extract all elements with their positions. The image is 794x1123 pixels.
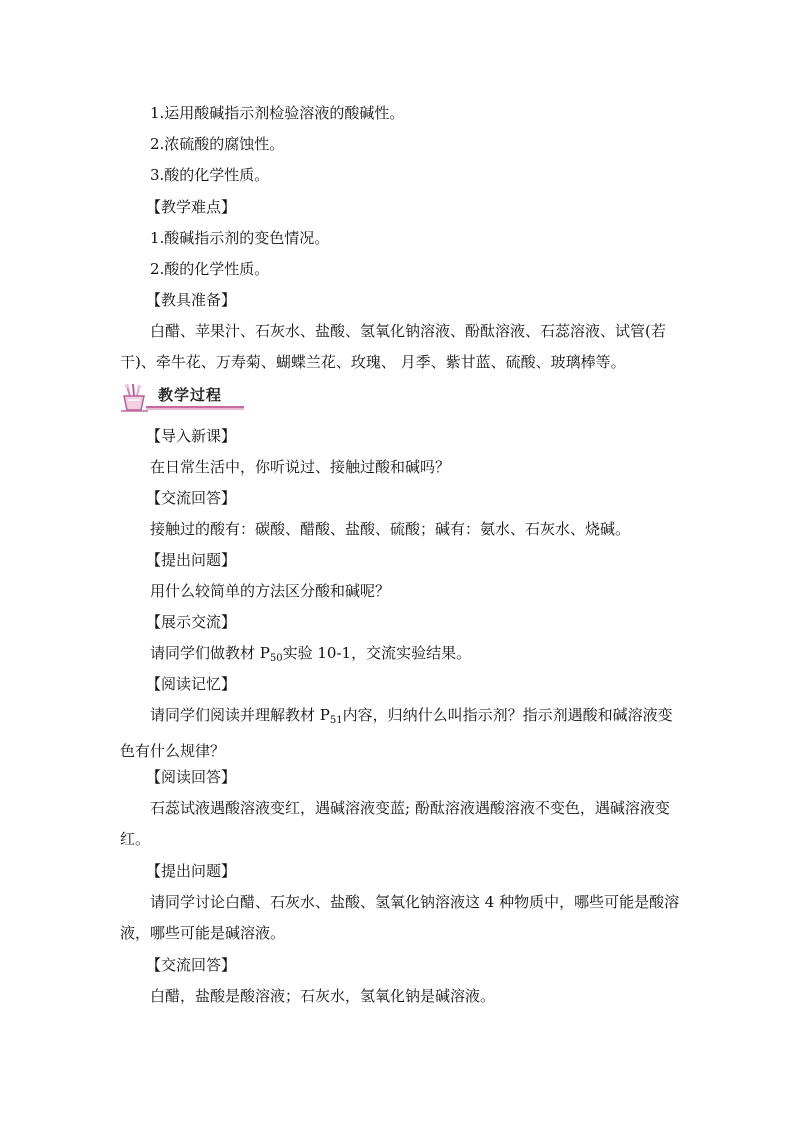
- answer2-text: 白醋，盐酸是酸溶液；石灰水，氢氧化钠是碱溶液。: [150, 987, 496, 1005]
- intro-heading: 【导入新课】: [146, 427, 237, 445]
- question2-text: 请同学讨论白醋、石灰水、盐酸、氢氧化钠溶液这 4 种物质中，哪些可能是酸溶液，哪些可能是碱溶液。: [120, 893, 680, 942]
- materials-text: 白醋、苹果汁、石灰水、盐酸、氢氧化钠溶液、酚酞溶液、石蕊溶液、试管(若干)、牵牛花、万寿菊、蝴蝶兰花、玫瑰、 月季、紫甘蓝、硫酸、玻璃棒等。: [120, 322, 666, 371]
- read-answer-heading: 【阅读回答】: [146, 768, 237, 786]
- intro-text: 在日常生活中，你听说过、接触过酸和碱吗？: [150, 458, 451, 476]
- section-banner: [118, 382, 246, 414]
- banner-underline: [146, 406, 244, 410]
- key-point-1: 1.运用酸碱指示剂检验溶液的酸碱性。: [150, 104, 405, 122]
- answer1-text: 接触过的酸有：碳酸、醋酸、盐酸、硫酸；碱有：氨水、石灰水、烧碱。: [150, 520, 631, 538]
- read-answer-text: 石蕊试液遇酸溶液变红，遇碱溶液变蓝; 酚酞溶液遇酸溶液不变色，遇碱溶液变红。: [120, 799, 670, 848]
- answer2-heading: 【交流回答】: [146, 956, 237, 974]
- key-point-3: 3.酸的化学性质。: [150, 166, 270, 184]
- show-text: 请同学们做教材 $P_{50}$实验 10-1，交流实验结果。: [150, 644, 472, 664]
- question1-heading: 【提出问题】: [146, 551, 237, 569]
- key-point-2: 2.浓硫酸的腐蚀性。: [150, 135, 285, 153]
- answer1-heading: 【交流回答】: [146, 489, 237, 507]
- difficulty-item-2: 2.酸的化学性质。: [150, 260, 270, 278]
- page-number-subscript: 50: [269, 653, 283, 664]
- difficulty-heading: 【教学难点】: [146, 198, 237, 216]
- show-heading: 【展示交流】: [146, 613, 237, 631]
- page-number-subscript: 51: [329, 715, 343, 726]
- difficulty-item-1: 1.酸碱指示剂的变色情况。: [150, 229, 330, 247]
- question2-heading: 【提出问题】: [146, 862, 237, 880]
- materials-heading: 【教具准备】: [146, 291, 237, 309]
- read-heading: 【阅读记忆】: [146, 675, 237, 693]
- section-title: 教学过程: [158, 386, 223, 404]
- read-text: 请同学们阅读并理解教材 $P_{51}$内容，归纳什么叫指示剂？指示剂遇酸和碱溶液变色有什么规律？: [120, 706, 673, 760]
- question1-text: 用什么较简单的方法区分酸和碱呢？: [150, 582, 391, 600]
